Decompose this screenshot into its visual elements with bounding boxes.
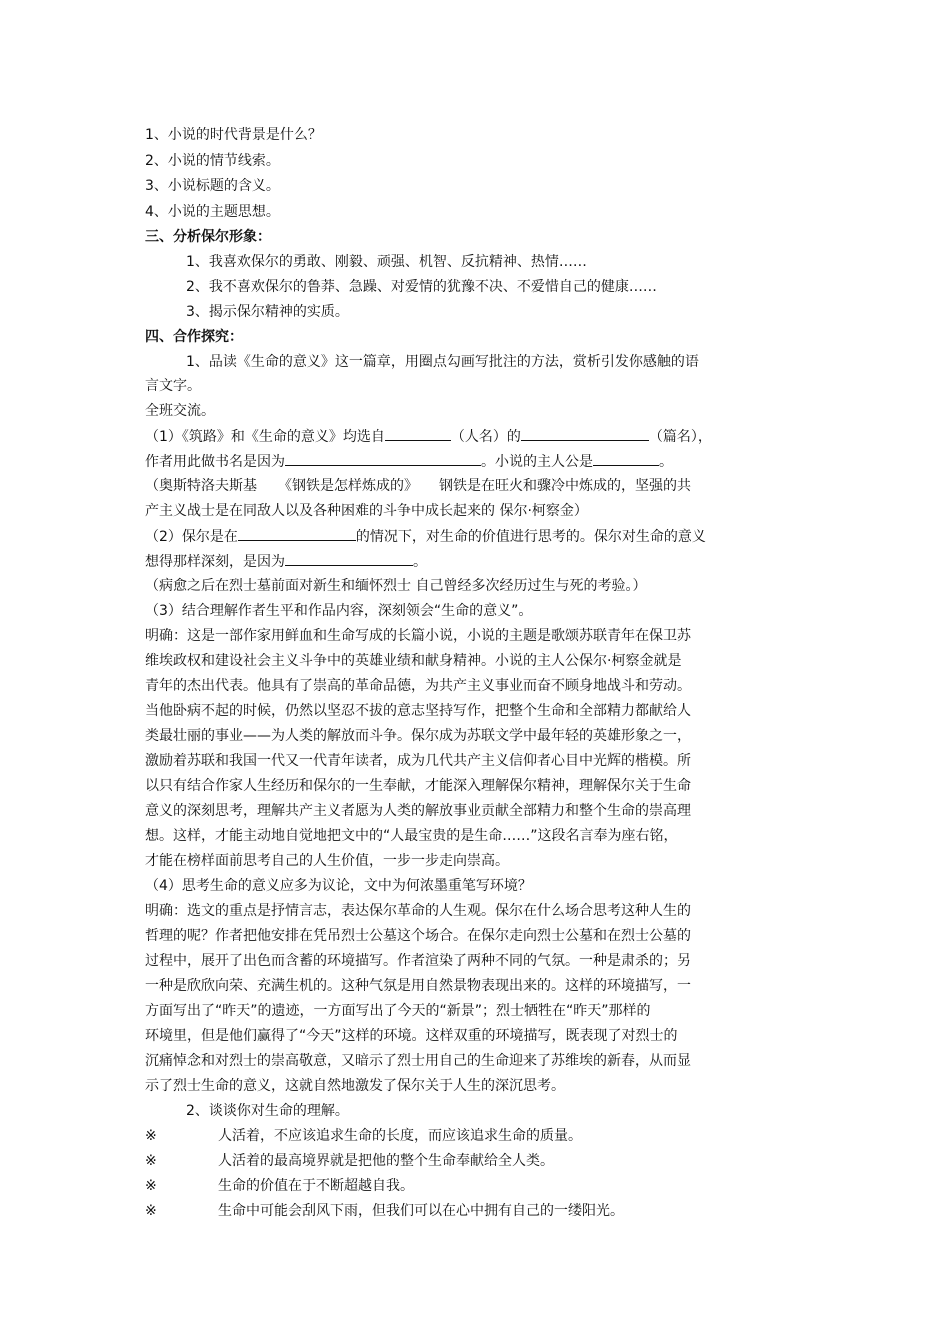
reference-mark-icon: ※ bbox=[145, 1128, 157, 1144]
q1-part-c: （篇名）， bbox=[648, 429, 712, 445]
section-4-heading: 四、合作探究： bbox=[145, 329, 243, 345]
answer-3-line: 维埃政权和建设社会主义斗争中的英雄业绩和献身精神。小说的主人公保尔·柯察金就是 bbox=[145, 653, 682, 669]
answer-4-line: 环境里，但是他们赢得了“今天”这样的环境。这样双重的环境描写，既表现了对烈士的 bbox=[145, 1028, 678, 1044]
q2-part-c: 想得那样深刻，是因为 bbox=[145, 554, 285, 570]
question-3: 3、小说标题的含义。 bbox=[145, 178, 280, 194]
task-1-line-1: 1、品读《生命的意义》这一篇章，用圈点勾画写批注的方法，赏析引发你感触的语 bbox=[186, 354, 699, 370]
q1-part-d: 作者用此做书名是因为 bbox=[145, 454, 285, 470]
blank-reason[interactable] bbox=[285, 451, 481, 466]
quote-item bbox=[0, 1151, 950, 1171]
answer-4-line: 方面写出了“昨天”的遗迹，一方面写出了今天的“新景”；烈士牺牲在“昨天”那样的 bbox=[145, 1003, 651, 1019]
question-4: 4、小说的主题思想。 bbox=[145, 204, 280, 220]
question-fill-1-line-2 bbox=[145, 451, 673, 471]
q2-part-d: 。 bbox=[413, 554, 427, 570]
section-3-item-3: 3、揭示保尔精神的实质。 bbox=[186, 304, 349, 320]
answer-2: （病愈之后在烈士墓前面对新生和缅怀烈士 自己曾经多次经历过生与死的考验。） bbox=[145, 578, 647, 594]
q2-part-a: （2）保尔是在 bbox=[145, 529, 238, 545]
answer-3-line: 以只有结合作家人生经历和保尔的一生奉献，才能深入理解保尔精神，理解保尔关于生命 bbox=[145, 778, 691, 794]
answer-3-line: 想。这样，才能主动地自觉地把文中的“人最宝贵的是生命……”这段名言奉为座右铭， bbox=[145, 828, 678, 844]
q1-part-f: 。 bbox=[659, 454, 673, 470]
blank-situation[interactable] bbox=[238, 526, 356, 541]
question-1: 1、小说的时代背景是什么？ bbox=[145, 127, 322, 143]
answer-3-line: 明确：这是一部作家用鲜血和生命写成的长篇小说，小说的主题是歌颂苏联青年在保卫苏 bbox=[145, 628, 691, 644]
question-3-life: （3）结合理解作者生平和作品内容，深刻领会“生命的意义”。 bbox=[145, 603, 533, 619]
reference-mark-icon: ※ bbox=[145, 1178, 157, 1194]
question-4-environment: （4）思考生命的意义应多为议论，文中为何浓墨重笔写环境？ bbox=[145, 878, 532, 894]
task-1-line-2: 言文字。 bbox=[145, 378, 201, 394]
class-exchange: 全班交流。 bbox=[145, 403, 215, 419]
reference-mark-icon: ※ bbox=[145, 1153, 157, 1169]
blank-because[interactable] bbox=[285, 551, 413, 566]
reference-mark-icon: ※ bbox=[145, 1203, 157, 1219]
answer-3-line: 意义的深刻思考，理解共产主义者愿为人类的解放事业贡献全部精力和整个生命的崇高理 bbox=[145, 803, 691, 819]
answer-3-line: 激励着苏联和我国一代又一代青年读者，成为几代共产主义信仰者心目中光辉的楷模。所 bbox=[145, 753, 691, 769]
question-fill-2-line-1 bbox=[145, 526, 706, 546]
answer-1-line-2: 产主义战士是在同敌人以及各种困难的斗争中成长起来的 保尔·柯察金） bbox=[145, 503, 588, 519]
question-fill-2-line-2 bbox=[145, 551, 427, 571]
answer-3-line: 当他卧病不起的时候，仍然以坚忍不拔的意志坚持写作，把整个生命和全部精力都献给人 bbox=[145, 703, 691, 719]
question-2: 2、小说的情节线索。 bbox=[145, 153, 280, 169]
answer-4-line: 过程中，展开了出色而含蓄的环境描写。作者渲染了两种不同的气氛。一种是肃杀的；另 bbox=[145, 953, 691, 969]
answer-4-line: 明确：选文的重点是抒情言志，表达保尔革命的人生观。保尔在什么场合思考这种人生的 bbox=[145, 903, 691, 919]
quote-text: 生命中可能会刮风下雨，但我们可以在心中拥有自己的一缕阳光。 bbox=[218, 1203, 624, 1219]
blank-book-title[interactable] bbox=[521, 426, 649, 441]
answer-4-line: 哲理的呢？作者把他安排在凭吊烈士公墓这个场合。在保尔走向烈士公墓和在烈士公墓的 bbox=[145, 928, 691, 944]
q1-part-a: （1）《筑路》和《生命的意义》均选自 bbox=[145, 429, 385, 445]
q1-part-e: 。小说的主人公是 bbox=[481, 454, 593, 470]
section-3-heading: 三、分析保尔形象： bbox=[145, 229, 271, 245]
answer-4-line: 沉痛悼念和对烈士的崇高敬意，又暗示了烈士用自己的生命迎来了苏维埃的新春，从而显 bbox=[145, 1053, 691, 1069]
answer-3-line: 类最壮丽的事业——为人类的解放而斗争。保尔成为苏联文学中最年轻的英雄形象之一， bbox=[145, 728, 691, 744]
quote-item bbox=[0, 1201, 950, 1221]
quote-item bbox=[0, 1176, 950, 1196]
quote-text: 人活着的最高境界就是把他的整个生命奉献给全人类。 bbox=[218, 1153, 554, 1169]
task-2: 2、谈谈你对生命的理解。 bbox=[186, 1103, 349, 1119]
q1-part-b: （人名）的 bbox=[450, 429, 521, 445]
answer-4-line: 一种是欣欣向荣、充满生机的。这种气氛是用自然景物表现出来的。这样的环境描写，一 bbox=[145, 978, 691, 994]
section-3-item-1: 1、我喜欢保尔的勇敢、刚毅、顽强、机智、反抗精神、热情…… bbox=[186, 254, 587, 270]
answer-1-line-1: （奥斯特洛夫斯基 《钢铁是怎样炼成的》 钢铁是在旺火和骤冷中炼成的，坚强的共 bbox=[145, 478, 691, 494]
answer-3-line: 青年的杰出代表。他具有了崇高的革命品德，为共产主义事业而奋不顾身地战斗和劳动。 bbox=[145, 678, 691, 694]
q2-part-b: 的情况下，对生命的价值进行思考的。保尔对生命的意义 bbox=[355, 529, 706, 545]
answer-3-line: 才能在榜样面前思考自己的人生价值，一步一步走向崇高。 bbox=[145, 853, 509, 869]
quote-text: 生命的价值在于不断超越自我。 bbox=[218, 1178, 414, 1194]
answer-4-line: 示了烈士生命的意义，这就自然地激发了保尔关于人生的深沉思考。 bbox=[145, 1078, 565, 1094]
blank-author[interactable] bbox=[385, 426, 451, 441]
section-3-item-2: 2、我不喜欢保尔的鲁莽、急躁、对爱情的犹豫不决、不爱惜自己的健康…… bbox=[186, 279, 657, 295]
quote-item bbox=[0, 1126, 950, 1146]
question-fill-1-line-1 bbox=[145, 426, 712, 446]
quote-text: 人活着，不应该追求生命的长度，而应该追求生命的质量。 bbox=[218, 1128, 582, 1144]
blank-protagonist[interactable] bbox=[593, 451, 659, 466]
